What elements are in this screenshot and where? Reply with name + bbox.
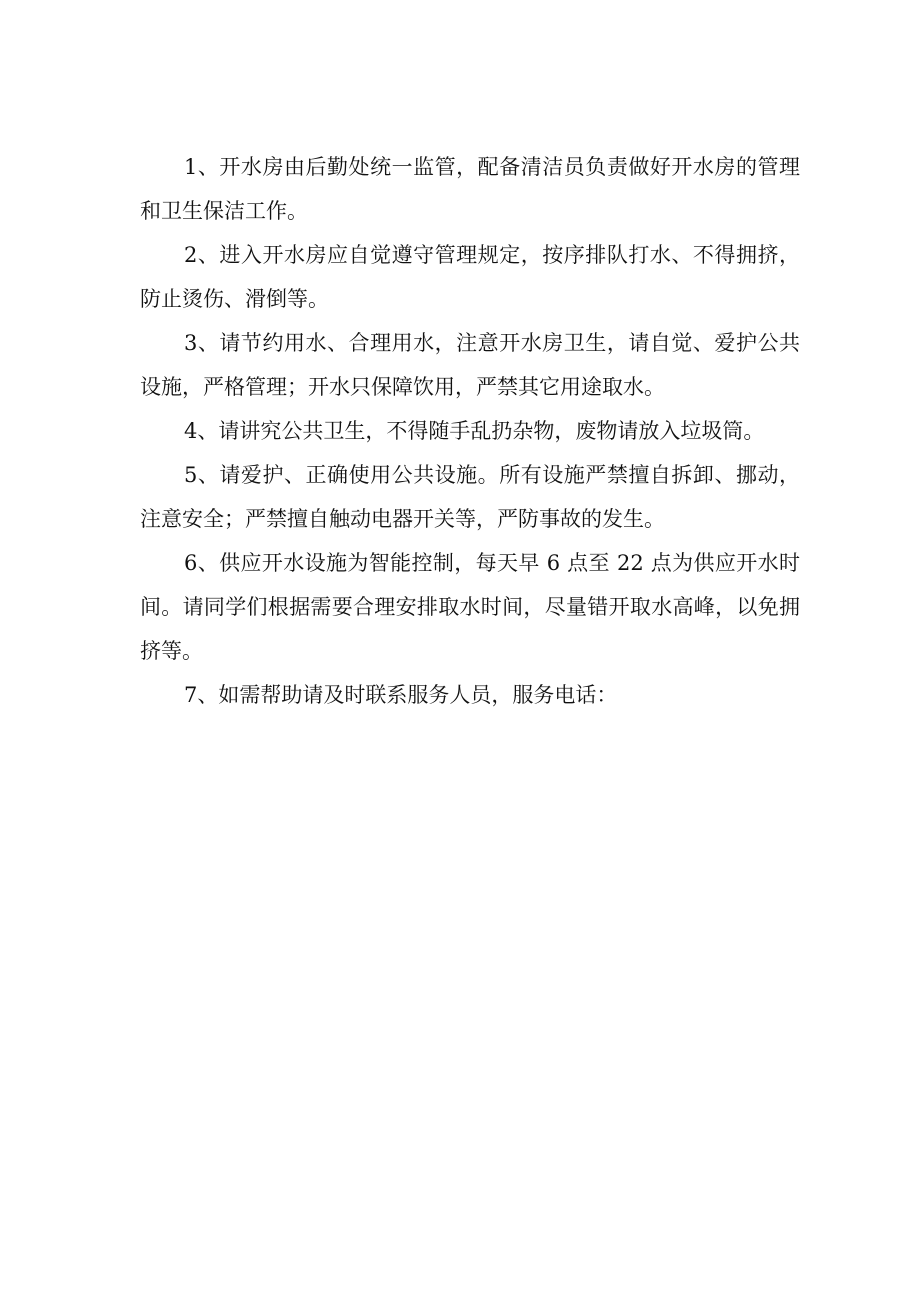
- rule-item-6: 6、供应开水设施为智能控制，每天早 6 点至 22 点为供应开水时间。请同学们根据需要合理安排取水时间，尽量错开取水高峰，以免拥挤等。: [140, 551, 800, 663]
- rule-item-4: 4、请讲究公共卫生，不得随手乱扔杂物，废物请放入垃圾筒。: [184, 419, 765, 443]
- rules-list: [140, 145, 800, 717]
- rule-item-3: 3、请节约用水、合理用水，注意开水房卫生，请自觉、爱护公共设施，严格管理；开水只保障饮用，严禁其它用途取水。: [140, 331, 800, 399]
- rule-item-5: 5、请爱护、正确使用公共设施。所有设施严禁擅自拆卸、挪动，注意安全；严禁擅自触动电器开关等，严防事故的发生。: [140, 463, 800, 531]
- rule-item-2: 2、进入开水房应自觉遵守管理规定，按序排队打水、不得拥挤，防止烫伤、滑倒等。: [140, 243, 800, 311]
- rule-item-7: 7、如需帮助请及时联系服务人员，服务电话：: [184, 683, 618, 707]
- rule-item-1: 1、开水房由后勤处统一监管，配备清洁员负责做好开水房的管理和卫生保洁工作。: [140, 155, 800, 223]
